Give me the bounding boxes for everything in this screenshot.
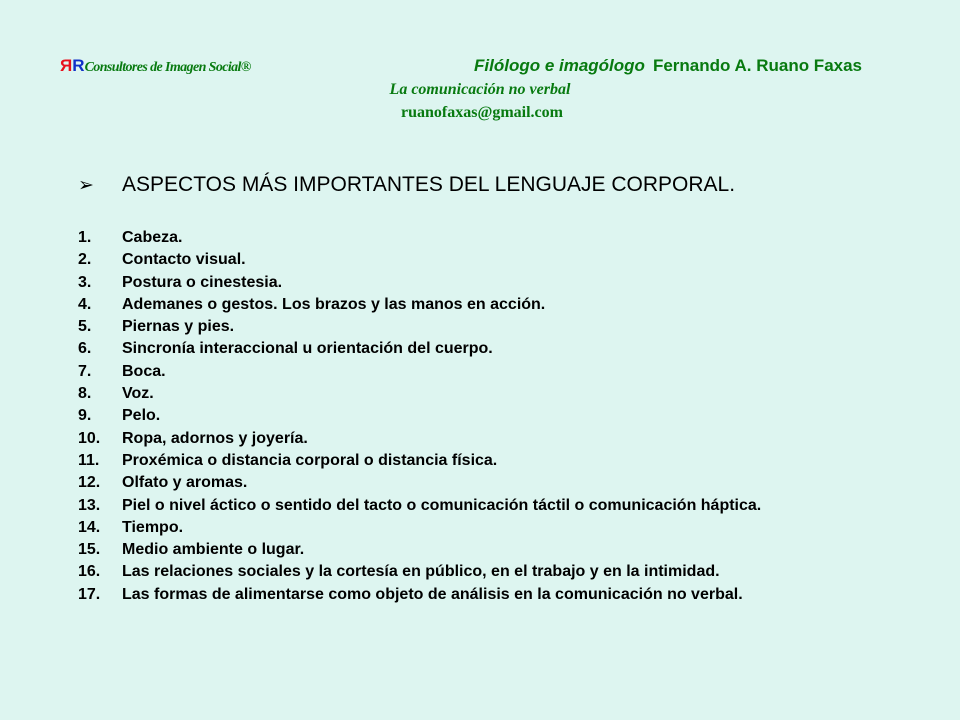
- list-item-number: 15.: [78, 541, 101, 559]
- list-item-text: Medio ambiente o lugar.: [122, 541, 305, 559]
- list-item: [78, 495, 761, 517]
- list-item-number: 3.: [78, 273, 92, 291]
- list-item-number: 8.: [78, 385, 92, 403]
- list-item: [78, 272, 761, 294]
- arrow-bullet-icon: ➢: [78, 175, 94, 196]
- document-subtitle: La comunicación no verbal: [389, 81, 571, 98]
- company-header: [60, 56, 251, 78]
- author-email: ruanofaxas@gmail.com: [401, 104, 563, 121]
- company-name: Consultores de Imagen Social®: [84, 60, 251, 75]
- list-item-text: Contacto visual.: [122, 251, 246, 269]
- list-item: [78, 517, 761, 539]
- list-item-number: 12.: [78, 474, 101, 492]
- list-item: [78, 428, 761, 450]
- list-item-number: 14.: [78, 518, 101, 536]
- list-item-text: Las relaciones sociales y la cortesía en público, en el trabajo y en la intimidad.: [122, 563, 720, 581]
- section-heading-text: ASPECTOS MÁS IMPORTANTES DEL LENGUAJE CORPORAL.: [122, 173, 736, 196]
- section-heading: [78, 172, 735, 199]
- list-item-text: Ropa, adornos y joyería.: [122, 429, 308, 447]
- list-item-number: 10.: [78, 429, 101, 447]
- list-item-text: Voz.: [122, 385, 154, 403]
- list-item-text: Tiempo.: [122, 518, 184, 536]
- list-item: [78, 450, 761, 472]
- aspects-list: [78, 227, 761, 606]
- list-item-number: 1.: [78, 229, 92, 246]
- list-item-text: Postura o cinestesia.: [122, 273, 283, 291]
- logo-letter: R: [72, 56, 85, 75]
- list-item-text: Cabeza.: [122, 229, 183, 246]
- list-item-number: 7.: [78, 362, 92, 380]
- list-item: [78, 561, 761, 583]
- list-item-text: Pelo.: [122, 407, 161, 425]
- list-item-number: 5.: [78, 318, 92, 336]
- list-item: [78, 472, 761, 494]
- list-item-text: Piernas y pies.: [122, 318, 235, 336]
- list-item-number: 13.: [78, 496, 101, 514]
- list-item: [78, 584, 761, 606]
- list-item-number: 9.: [78, 407, 92, 425]
- list-item: [78, 539, 761, 561]
- list-item: [78, 294, 761, 316]
- list-item-text: Sincronía interaccional u orientación del cuerpo.: [122, 340, 493, 358]
- list-item-number: 11.: [78, 451, 100, 469]
- list-item-number: 2.: [78, 251, 92, 269]
- list-item: [78, 338, 761, 360]
- list-item-number: 17.: [78, 585, 101, 603]
- list-item-number: 16.: [78, 563, 101, 581]
- logo-letter-mirrored: R: [60, 56, 73, 75]
- list-item-text: Boca.: [122, 362, 166, 380]
- list-item-text: Olfato y aromas.: [122, 474, 248, 492]
- author-role: Filólogo e imagólogo: [474, 56, 645, 75]
- list-item: [78, 249, 761, 271]
- list-item: [78, 405, 761, 427]
- list-item: [78, 383, 761, 405]
- list-item: [78, 361, 761, 383]
- list-item-text: Las formas de alimentarse como objeto de análisis en la comunicación no verbal.: [122, 585, 743, 603]
- list-item: [78, 227, 761, 249]
- author-header: [474, 55, 862, 77]
- list-item-text: Piel o nivel áctico o sentido del tacto o comunicación táctil o comunicación háptica.: [122, 496, 762, 514]
- list-item-text: Proxémica o distancia corporal o distancia física.: [122, 451, 498, 469]
- list-item-number: 4.: [78, 295, 92, 313]
- list-item-text: Ademanes o gestos. Los brazos y las manos en acción.: [122, 295, 546, 313]
- author-name: Fernando A. Ruano Faxas: [652, 56, 863, 75]
- list-item: [78, 316, 761, 338]
- list-item-number: 6.: [78, 340, 92, 358]
